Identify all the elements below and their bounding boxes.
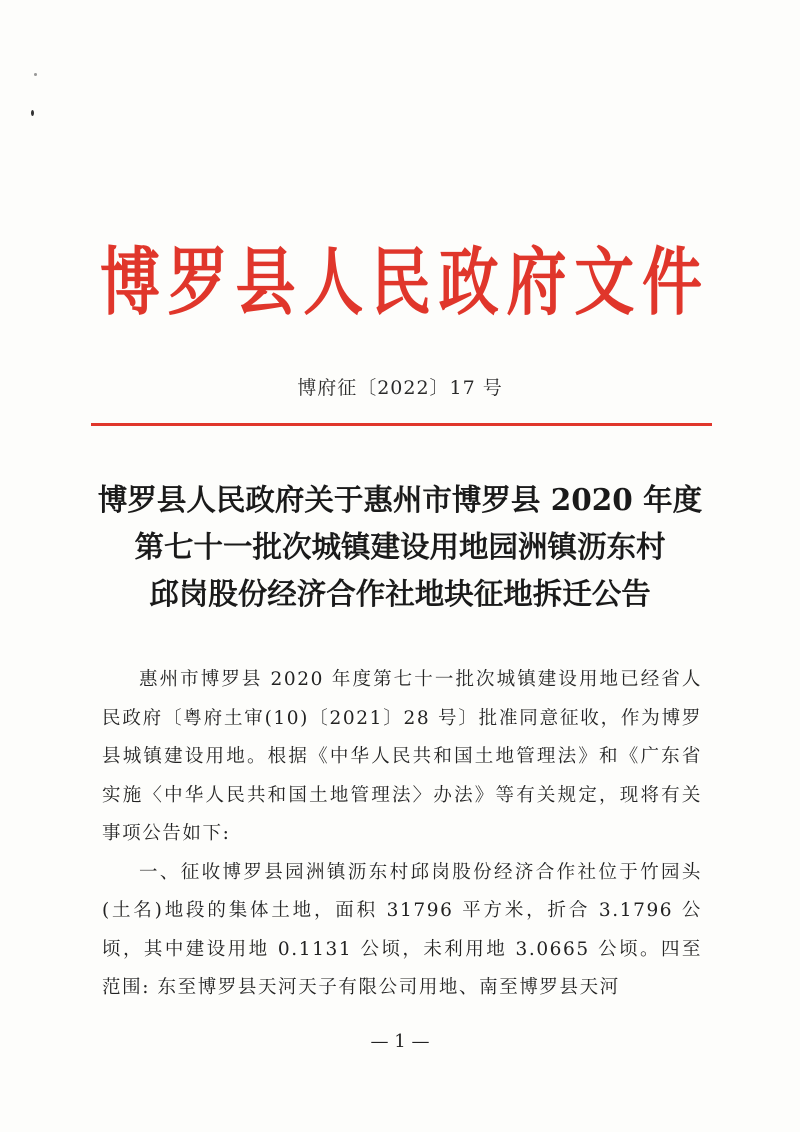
header-title-char: 博: [100, 240, 160, 326]
header-title-char: 民: [371, 240, 431, 326]
scan-speck: [34, 73, 37, 76]
page-number: — 1 —: [370, 1031, 430, 1052]
header-title-char: 罗: [167, 240, 228, 326]
header-title-char: 县: [235, 240, 296, 326]
notice-title-line: 博罗县人民政府关于惠州市博罗县 2020 年度: [97, 482, 703, 517]
body-paragraph: 惠州市博罗县 2020 年度第七十一批次城镇建设用地已经省人民政府〔粤府土审(10)〔2021〕28 号〕批准同意征收，作为博罗县城镇建设用地。根据《中华人民共和国土地管理法》和《广东省实施〈中华人民共和国土地管理法〉办法》等有关规定，现将有关事项公告如下:: [102, 669, 702, 844]
document-header-title: [100, 238, 700, 328]
notice-title-line: 第七十一批次城镇建设用地园洲镇沥东村: [134, 529, 666, 564]
header-title-char: 人: [303, 240, 364, 326]
header-divider: [91, 423, 712, 426]
header-title-char: 府: [506, 240, 567, 326]
scan-speck: [31, 110, 34, 116]
notice-title: [60, 476, 740, 617]
header-title-char: 件: [642, 240, 702, 326]
notice-title-line: 邱岗股份经济合作社地块征地拆迁公告: [149, 576, 651, 611]
body-paragraph: 一、征收博罗县园洲镇沥东村邱岗股份经济合作社位于竹园头(土名)地段的集体土地，面积 31796 平方米，折合 3.1796 公顷，其中建设用地 0.1131 公顷，未利用地 3.0665 公顷。四至范围: 东至博罗县天河天子有限公司用地、南至博罗县天河: [102, 861, 702, 998]
notice-body: [102, 661, 702, 1008]
header-title-char: 文: [574, 240, 635, 326]
document-number: 博府征〔2022〕17 号: [297, 377, 503, 399]
header-title-char: 政: [438, 240, 499, 326]
